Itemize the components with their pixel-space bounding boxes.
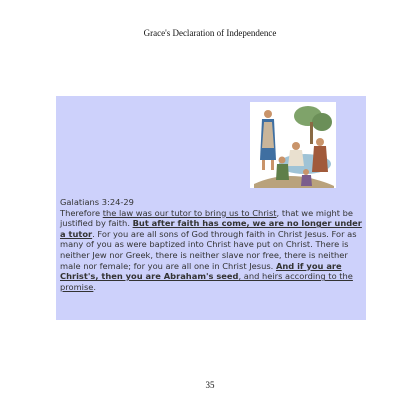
passage-text-segment: . For you are all sons of God through faith in Christ Jesus. For as many of you as were baptized into Christ have put on Christ. There is neither Jew nor Greek, there is neither slave nor free, there is neither male nor female; for you are all one in Christ Jesus.: [60, 228, 357, 271]
passage-text-segment: , that we might be justified by faith.: [60, 207, 354, 229]
passage-text-segment: Therefore: [60, 207, 103, 218]
page-number: 35: [205, 380, 215, 390]
passage-text-segment: .: [93, 281, 97, 292]
page-header: Grace's Declaration of Independence: [143, 28, 277, 38]
passage-emphasis-segment: And if you are Christ's, then you are Abraham's seed: [60, 260, 342, 282]
biblical-scene-icon: [250, 102, 336, 188]
biblical-scene-illustration: [250, 102, 336, 188]
passage-emphasis-segment: But after faith has come, we are no longer under a tutor: [60, 218, 362, 239]
passage-underlined-segment: the law was our tutor to bring us to Christ: [102, 207, 277, 218]
scripture-passage: [60, 197, 364, 292]
passage-underlined-segment: , and heirs according to the promise: [60, 271, 353, 292]
scripture-reference: Galatians 3:24-29: [60, 197, 134, 207]
scripture-slide: [56, 96, 366, 320]
